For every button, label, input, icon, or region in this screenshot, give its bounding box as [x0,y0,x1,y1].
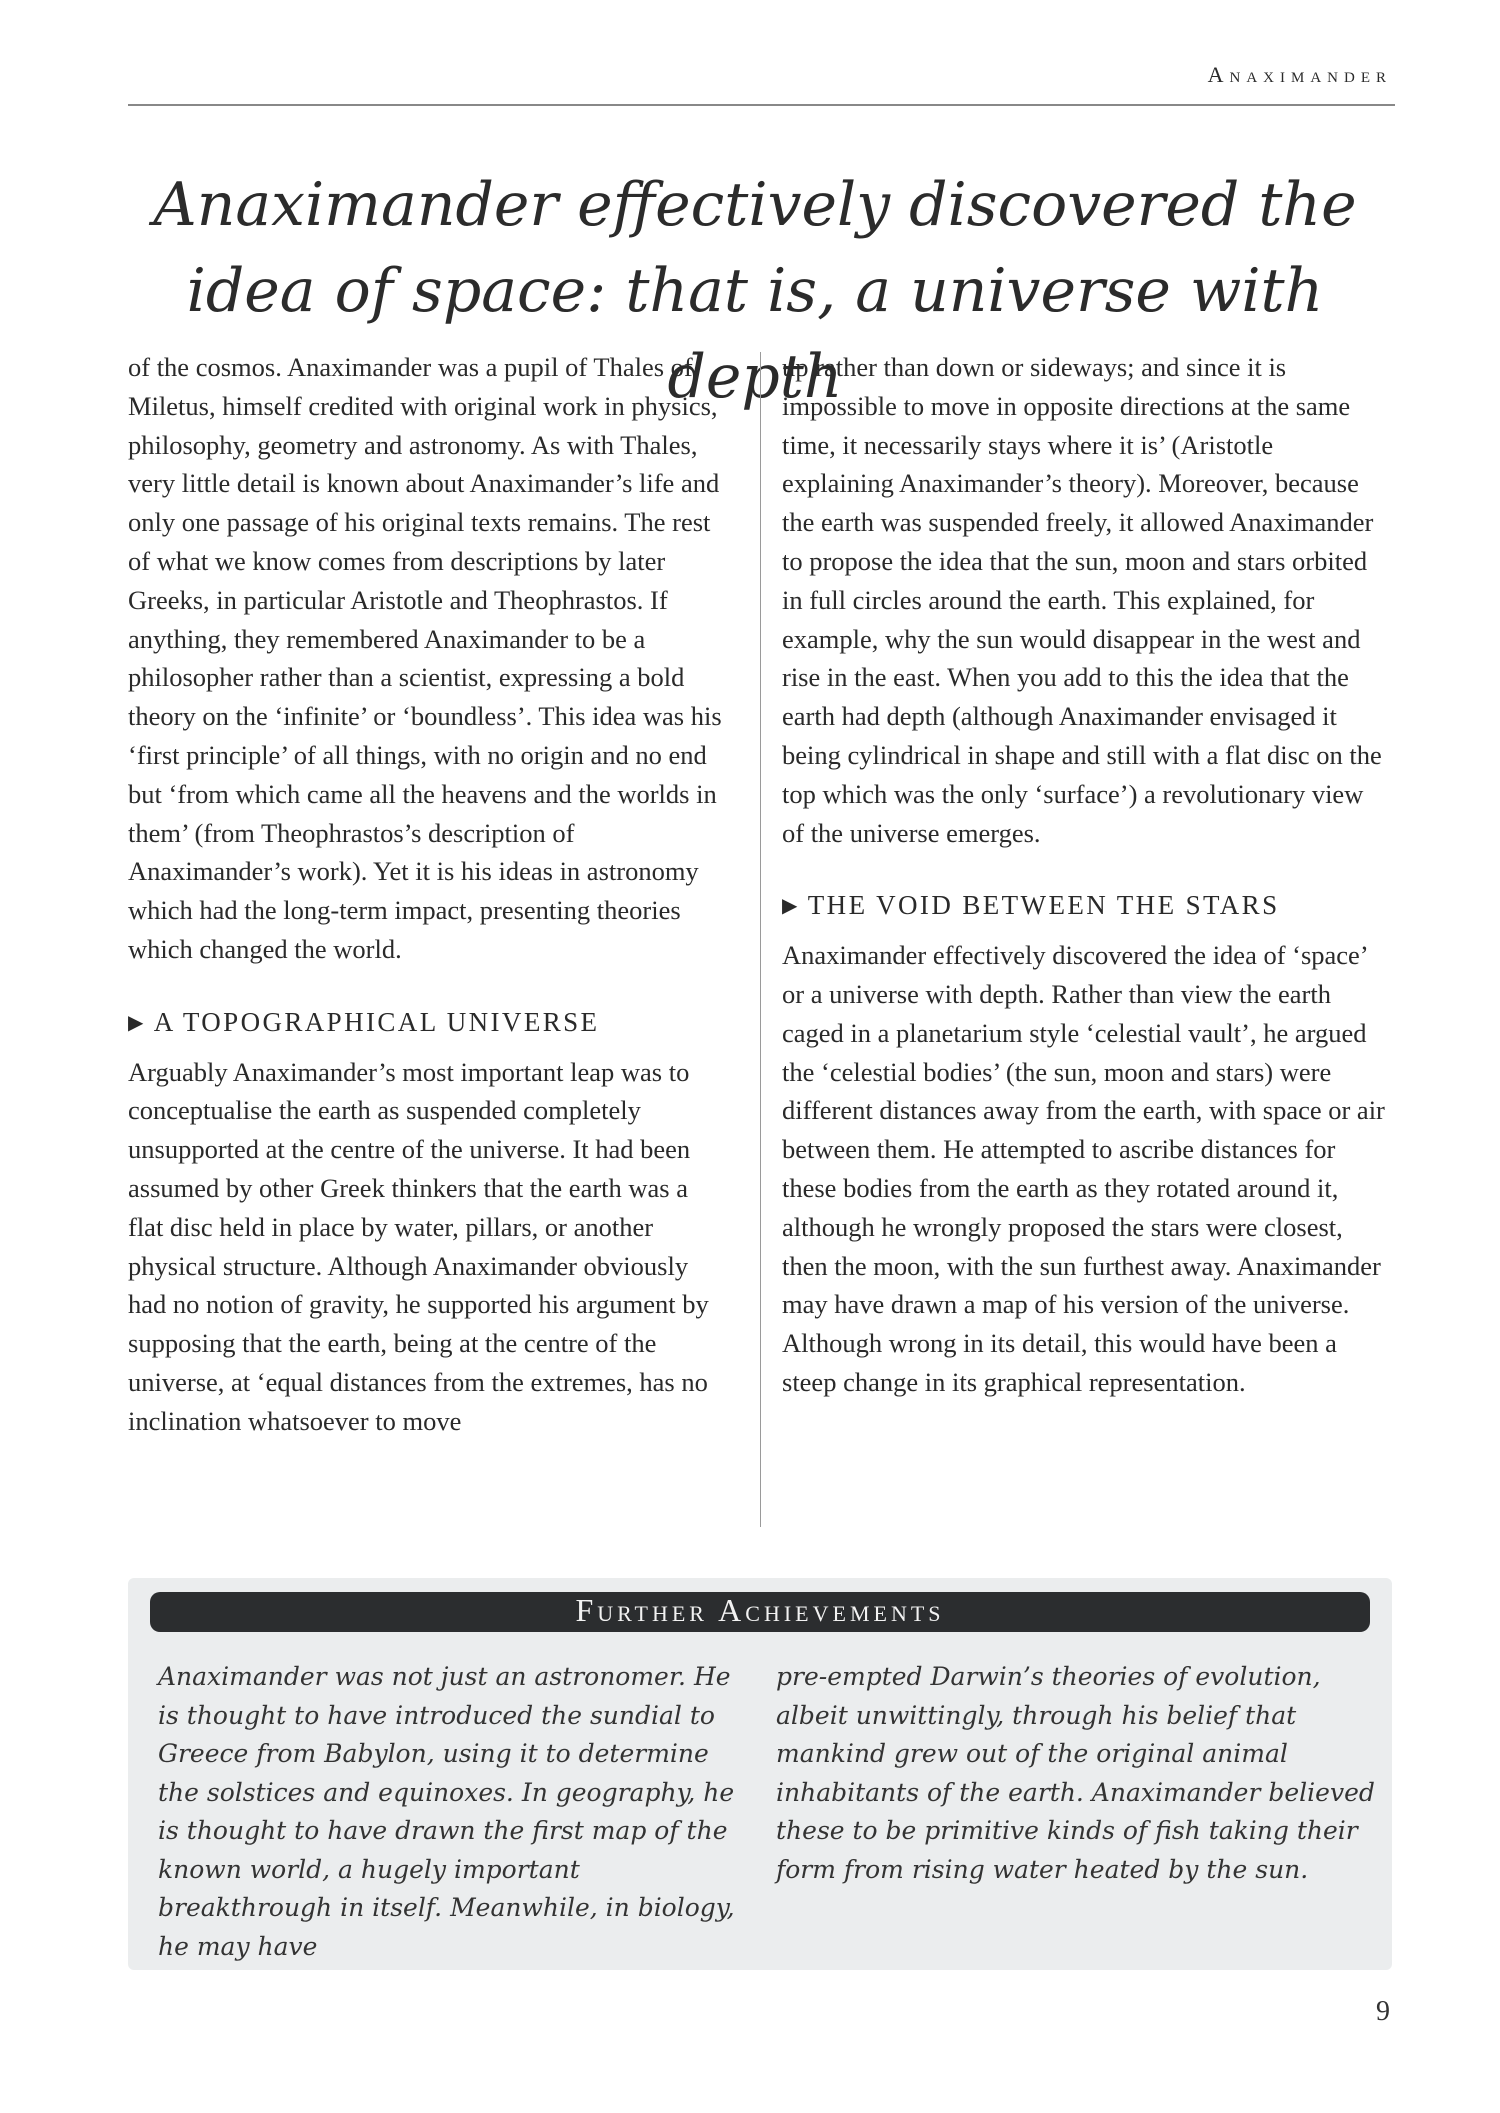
column-divider [760,352,761,1527]
subhead-text: THE VOID BETWEEN THE STARS [807,890,1280,921]
continuation-paragraph: up rather than down or sideways; and since it is impossible to move in opposite directions at the same time, it necessarily stays where it is’ (Aristotle explaining Anaximander’s theory). Moreover, because the earth was suspended freely, it allowed Anaximander to propose the idea that the sun, moon and stars orbited in full circles around the earth. This explained, for example, why the sun would disappear in the west and rise in the east. When you add to this the idea that the earth had depth (although Anaximander envisaged it being cylindrical in shape and still with a flat disc on the top which was the only ‘surface’) a revolutionary view of the universe emerges. [782,352,1382,848]
right-column [782,348,1387,1402]
left-column [128,348,728,1441]
topographical-paragraph: Arguably Anaximander’s most important leap was to conceptualise the earth as suspended completely unsupported at the centre of the universe. It had been assumed by other Greek thinkers that the earth was a flat disc held in place by water, pillars, or another physical structure. Although Anaximander obviously had no notion of gravity, he supported his argument by supposing that the earth, being at the centre of the universe, at ‘equal distances from the extremes, has no inclination whatsoever to move [128,1056,709,1436]
running-header: Anaximander [1207,62,1392,87]
subhead-void-between-stars [782,886,1387,928]
subhead-text: A TOPOGRAPHICAL UNIVERSE [153,1006,600,1037]
further-achievements-title: Further Achievements [575,1591,945,1628]
intro-paragraph: of the cosmos. Anaximander was a pupil of Thales of Miletus, himself credited with original work in physics, philosophy, geometry and astronomy. As with Thales, very little detail is known about Anaximander’s life and only one passage of his original texts remains. The rest of what we know comes from descriptions by later Greeks, in particular Aristotle and Theophrastos. If anything, they remembered Anaximander to be a philosopher rather than a scientist, expressing a bold theory on the ‘infinite’ or ‘boundless’. This idea was his ‘first principle’ of all things, with no origin and no end but ‘from which came all the heavens and the worlds in them’ (from Theophrastos’s description of Anaximander’s work). Yet it is his ideas in astronomy which had the long-term impact, presenting theories which changed the world. [128,352,722,964]
triangle-bullet-icon: ▶ [782,895,800,918]
void-paragraph: Anaximander effectively discovered the idea of ‘space’ or a universe with depth. Rather than view the earth caged in a planetarium style ‘celestial vault’, he argued the ‘celestial bodies’ (the sun, moon and stars) were different distances away from the earth, with space or air between them. He attempted to ascribe distances for these bodies from the earth as they rotated around it, although he wrongly proposed the stars were closest, then the moon, with the sun furthest away. Anaximander may have drawn a map of his version of the universe. Although wrong in its detail, this would have been a steep change in its graphical representation. [782,940,1385,1397]
further-achievements-title-bar [150,1592,1370,1632]
pull-quote: Anaximander effectively discovered the idea of space: that is, a universe with depth [153,170,1357,412]
further-achievements-right-text: pre-empted Darwin’s theories of evolution, albeit unwittingly, through his belief that mankind grew out of the original animal inhabitants of the earth. Anaximander believed these to be primitive kinds of fish taking their form from rising water heated by the sun. [776,1662,1375,1884]
subhead-topographical-universe [128,1003,728,1045]
header-rule [128,104,1395,106]
page-number: 9 [1376,1996,1390,2027]
triangle-bullet-icon: ▶ [128,1011,146,1034]
further-achievements-left-text: Anaximander was not just an astronomer. He is thought to have introduced the sundial to Greece from Babylon, using it to determine the solstices and equinoxes. In geography, he is thought to have drawn the first map of the known world, a hugely important breakthrough in itself. Meanwhile, in biology, he may have [158,1662,735,1961]
